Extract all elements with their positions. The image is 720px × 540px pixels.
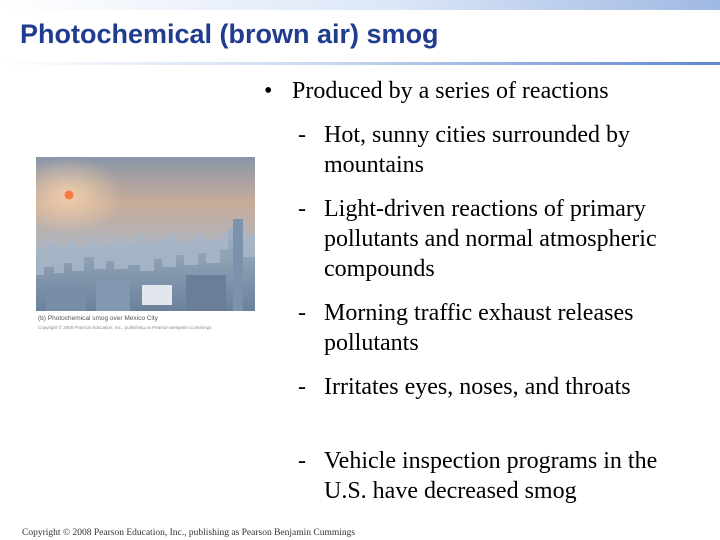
title-underline-rule xyxy=(0,62,720,65)
dash-glyph: - xyxy=(298,448,306,474)
main-bullet-text: Produced by a series of reactions xyxy=(292,78,609,104)
haze-overlay xyxy=(36,157,255,311)
mexico-city-smog-photo xyxy=(36,157,255,311)
sub-bullet-text: Light-driven reactions of primary pollutants and normal atmospheric compounds xyxy=(324,196,657,282)
dash-glyph: - xyxy=(298,300,306,326)
sub-bullet-text: Hot, sunny cities surrounded by mountains xyxy=(324,122,630,178)
top-gradient-band xyxy=(0,0,720,10)
sub-bullet-text: Vehicle inspection programs in the U.S. have decreased smog xyxy=(324,448,658,504)
copyright-footer: Copyright © 2008 Pearson Education, Inc., publishing as Pearson Benjamin Cummings xyxy=(22,528,356,538)
dash-glyph: - xyxy=(298,122,306,148)
sub-bullet-text: Irritates eyes, noses, and throats xyxy=(324,374,631,400)
photo-caption: (b) Photochemical smog over Mexico City xyxy=(38,315,158,322)
smog-photo-figure xyxy=(36,157,255,333)
sub-bullet-text: Morning traffic exhaust releases pollutants xyxy=(324,300,634,356)
slide-title: Photochemical (brown air) smog xyxy=(20,19,439,49)
bullet-glyph: • xyxy=(264,78,273,104)
photo-credit: Copyright © 2008 Pearson Education, Inc., publishing as Pearson Benjamin Cummings xyxy=(38,325,212,330)
dash-glyph: - xyxy=(298,374,306,400)
dash-glyph: - xyxy=(298,196,306,222)
